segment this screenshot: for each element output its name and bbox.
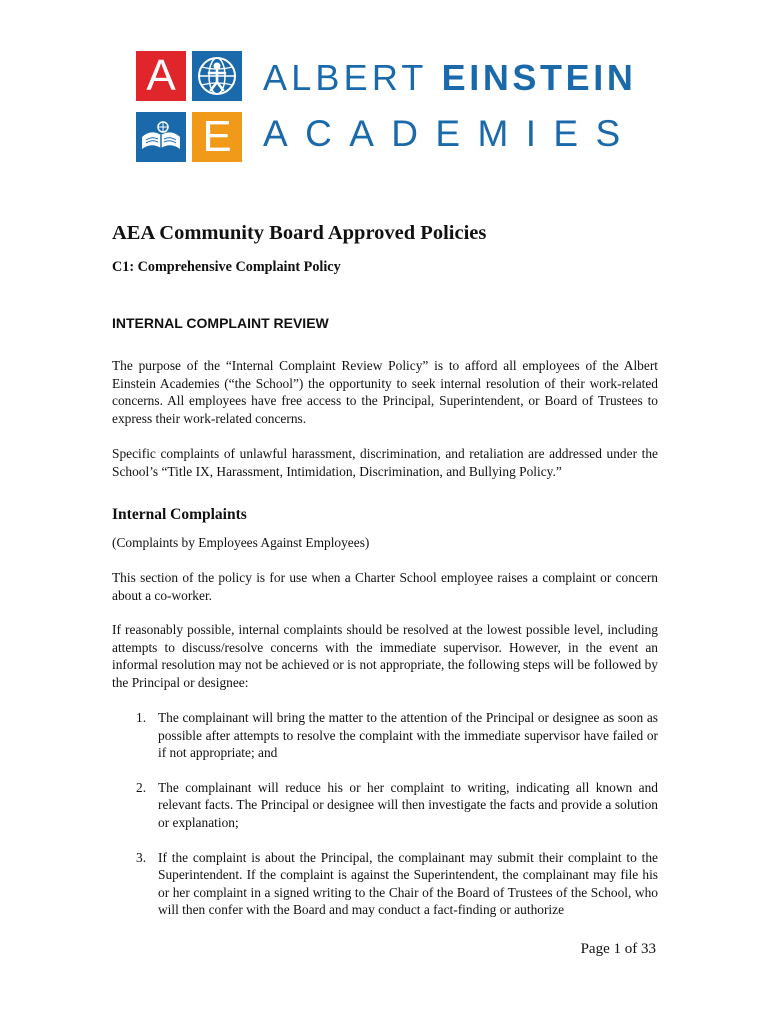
logo-word-einstein: EINSTEIN: [441, 57, 637, 98]
list-item-number: 2.: [136, 779, 147, 795]
list-item-text: The complainant will bring the matter to the attention of the Principal or designee as soon as possible after attempts to resolve the complaint with the immediate supervisor have failed or if not appropriate; and: [158, 710, 658, 761]
internal-complaints-heading: Internal Complaints: [112, 506, 247, 523]
list-item-text: The complainant will reduce his or her complaint to writing, indicating all known and relevant facts. The Principal or designee will then investigate the facts and provide a solution or explanation;: [158, 779, 658, 830]
list-item-text: If the complaint is about the Principal, the complainant may submit their complaint to the Superintendent. If the complaint is against the Superintendent, the complainant may file his or her complaint in a signed writing to the Chair of the Board of Trustees of the School, who will then confer with the Board and may conduct a fact-finding or authorize: [158, 849, 658, 918]
logo-wordmark-line2: ACADEMIES: [263, 113, 638, 154]
list-item-number: 3.: [136, 849, 147, 865]
complaint-steps-list: [112, 709, 658, 936]
list-item: [112, 709, 658, 762]
albert-einstein-academies-logo: [136, 51, 656, 163]
document-title: AEA Community Board Approved Policies: [112, 222, 487, 244]
purpose-paragraph: The purpose of the “Internal Complaint Review Policy” is to afford all employees of the Albert Einstein Academies (“the School”) the opportunity to seek internal resolution of their work-related concerns. All employees have free access to the Principal, Superintendent, or Board of Trustees to express their work-related concerns.: [112, 358, 658, 426]
logo-wordmark-line1: [263, 57, 637, 98]
page-number: Page 1 of 33: [580, 941, 656, 957]
section-heading: INTERNAL COMPLAINT REVIEW: [112, 315, 329, 331]
list-item-number: 1.: [136, 710, 147, 725]
resolution-paragraph: If reasonably possible, internal complaints should be resolved at the lowest possible level, including attempts to discuss/resolve concerns with the immediate supervisor. However, in the event an informal resolution may not be achieved or is not appropriate, the following steps will be followed by the Principal or designee:: [112, 622, 658, 690]
open-book-icon: [136, 112, 186, 162]
list-item: [112, 779, 658, 832]
globe-person-icon: [192, 51, 242, 101]
harassment-paragraph: Specific complaints of unlawful harassment, discrimination, and retaliation are addressed under the School’s “Title IX, Harassment, Intimidation, Discrimination, and Bullying Policy.”: [112, 446, 658, 479]
internal-complaints-scope: (Complaints by Employees Against Employees): [112, 535, 370, 550]
logo-tile-e: E: [192, 112, 242, 162]
policy-subtitle: C1: Comprehensive Complaint Policy: [112, 259, 341, 275]
logo-word-albert: ALBERT: [263, 57, 428, 98]
list-item: [112, 849, 658, 919]
section-use-paragraph: This section of the policy is for use when a Charter School employee raises a complaint or concern about a co-worker.: [112, 570, 658, 603]
logo-tile-a: A: [136, 51, 186, 101]
